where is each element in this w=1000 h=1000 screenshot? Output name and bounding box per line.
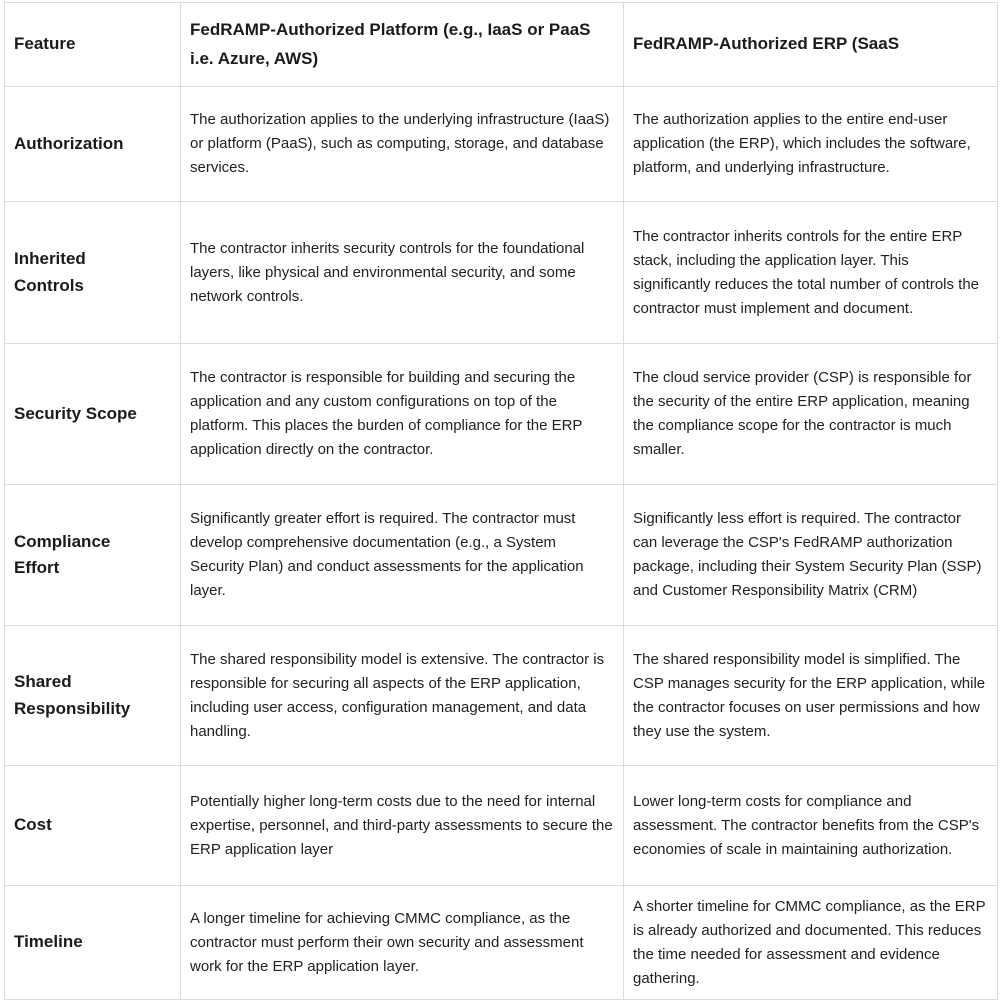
erp-cell: A shorter timeline for CMMC compliance, as the ERP is already authorized and documented. This reduces the time needed for assessment and evidence gathering. bbox=[624, 886, 998, 1000]
erp-cell: The contractor inherits controls for the entire ERP stack, including the application layer. This significantly reduces the total number of controls the contractor must implement and document. bbox=[624, 202, 998, 344]
header-row bbox=[5, 3, 998, 87]
feature-label: Authorization bbox=[5, 87, 181, 202]
platform-cell: The shared responsibility model is extensive. The contractor is responsible for securing all aspects of the ERP application, including user access, configuration management, and data handling. bbox=[181, 626, 624, 766]
erp-cell: The cloud service provider (CSP) is responsible for the security of the entire ERP application, meaning the compliance scope for the contractor is much smaller. bbox=[624, 344, 998, 485]
table-row-authorization bbox=[5, 87, 998, 202]
table-row-shared-responsibility bbox=[5, 626, 998, 766]
platform-cell: A longer timeline for achieving CMMC compliance, as the contractor must perform their own security and assessment work for the ERP application layer. bbox=[181, 886, 624, 1000]
table-row-inherited-controls bbox=[5, 202, 998, 344]
column-header-erp: FedRAMP-Authorized ERP (SaaS bbox=[624, 3, 998, 87]
platform-cell: The authorization applies to the underlying infrastructure (IaaS) or platform (PaaS), such as computing, storage, and database services. bbox=[181, 87, 624, 202]
table-row-timeline bbox=[5, 886, 998, 1000]
column-header-platform: FedRAMP-Authorized Platform (e.g., IaaS or PaaS i.e. Azure, AWS) bbox=[181, 3, 624, 87]
platform-cell: The contractor is responsible for building and securing the application and any custom configurations on top of the platform. This places the burden of compliance for the ERP application directly on the contractor. bbox=[181, 344, 624, 485]
erp-cell: The shared responsibility model is simplified. The CSP manages security for the ERP application, while the contractor focuses on user permissions and how they use the system. bbox=[624, 626, 998, 766]
feature-label: Compliance Effort bbox=[5, 485, 181, 626]
table-row-cost bbox=[5, 766, 998, 886]
platform-cell: Significantly greater effort is required. The contractor must develop comprehensive documentation (e.g., a System Security Plan) and conduct assessments for the application layer. bbox=[181, 485, 624, 626]
feature-label: Security Scope bbox=[5, 344, 181, 485]
feature-label: Shared Responsibility bbox=[5, 626, 181, 766]
erp-cell: Lower long-term costs for compliance and assessment. The contractor benefits from the CSP's economies of scale in maintaining authorization. bbox=[624, 766, 998, 886]
erp-cell: Significantly less effort is required. The contractor can leverage the CSP's FedRAMP authorization package, including their System Security Plan (SSP) and Customer Responsibility Matrix (CRM) bbox=[624, 485, 998, 626]
column-header-feature: Feature bbox=[5, 3, 181, 87]
feature-label: Timeline bbox=[5, 886, 181, 1000]
feature-label: Cost bbox=[5, 766, 181, 886]
table-row-compliance-effort bbox=[5, 485, 998, 626]
platform-cell: Potentially higher long-term costs due to the need for internal expertise, personnel, and third-party assessments to secure the ERP application layer bbox=[181, 766, 624, 886]
feature-label: Inherited Controls bbox=[5, 202, 181, 344]
platform-cell: The contractor inherits security controls for the foundational layers, like physical and environmental security, and some network controls. bbox=[181, 202, 624, 344]
table-row-security-scope bbox=[5, 344, 998, 485]
table-body bbox=[5, 87, 998, 1000]
table-header bbox=[5, 3, 998, 87]
erp-cell: The authorization applies to the entire end-user application (the ERP), which includes the software, platform, and underlying infrastructure. bbox=[624, 87, 998, 202]
fedramp-comparison-table bbox=[4, 2, 998, 1000]
